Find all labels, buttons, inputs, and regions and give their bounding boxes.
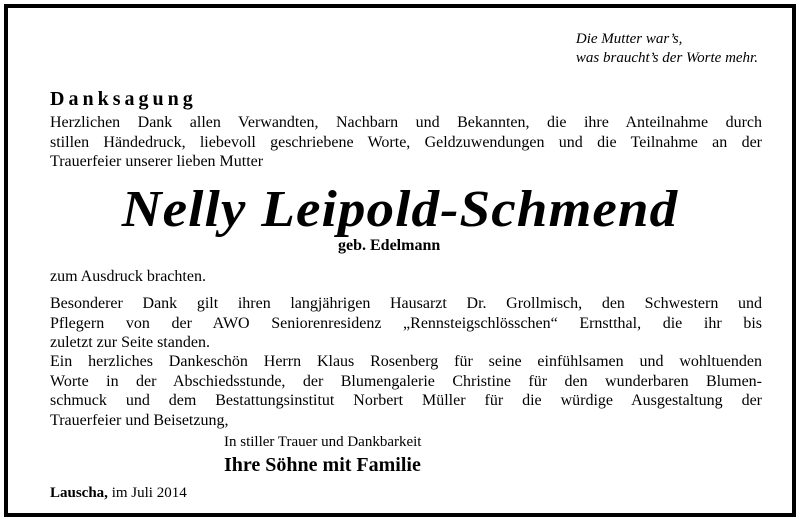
birth-name: geb. Edelmann: [338, 237, 441, 254]
intro-line-1: Herzlichen Dank allen Verwandten, Nachbarn und Bekannten, die ihre Anteilnahme durch: [50, 114, 762, 131]
obituary-content: [8, 8, 792, 513]
after-name-line: zum Ausdruck brachten.: [50, 268, 206, 285]
thanks-doctor-paragraph: [50, 294, 762, 353]
closing-text: In stiller Trauer und Dankbarkeit: [224, 434, 422, 450]
motto-quote: [576, 30, 758, 68]
thanks-others-line-4: Trauerfeier und Beisetzung,: [50, 411, 229, 429]
thanks-doctor-line-2: Pflegern von der AWO Seniorenresidenz „Rennsteigschlösschen“ Ernstthal, die ihr bis: [50, 314, 762, 332]
place-name: Lauscha,: [50, 485, 108, 501]
after-name-text: [50, 267, 762, 287]
intro-paragraph: [50, 113, 762, 172]
motto-line-2: was braucht’s der Worte mehr.: [575, 50, 758, 66]
thanks-others-line-1: Ein herzliches Dankeschön Herrn Klaus Rosenberg für seine einfühlsamen und wohltuenden: [50, 353, 762, 370]
intro-line-3: Trauerfeier unserer lieben Mutter: [50, 153, 264, 170]
obituary-frame: [4, 4, 796, 517]
signature-family: Ihre Söhne mit Familie: [224, 454, 421, 476]
deceased-name: Nelly Leipold-Schmend: [121, 181, 679, 238]
thanks-others-paragraph: [50, 352, 762, 430]
thanks-others-line-2: Worte in der Abschiedsstunde, der Blumengalerie Christine für den wunderbaren Blumen-: [50, 372, 762, 390]
date-text: im Juli 2014: [111, 485, 187, 501]
thanks-doctor-line-1: Besonderer Dank gilt ihren langjährigen Hausarzt Dr. Grollmisch, den Schwestern und: [50, 295, 762, 312]
place-date: [50, 485, 187, 502]
thanks-doctor-line-3: zuletzt zur Seite standen.: [50, 334, 210, 351]
thanks-others-line-3: schmuck und dem Bestattungsinstitut Norbert Müller für die würdige Ausgestaltung der: [50, 392, 762, 409]
motto-line-1: Die Mutter war’s,: [575, 31, 683, 47]
page-title: Danksagung: [50, 88, 197, 110]
intro-line-2: stillen Händedruck, liebevoll geschriebene Worte, Geldzuwendungen und die Teilnahme an der: [50, 133, 762, 151]
